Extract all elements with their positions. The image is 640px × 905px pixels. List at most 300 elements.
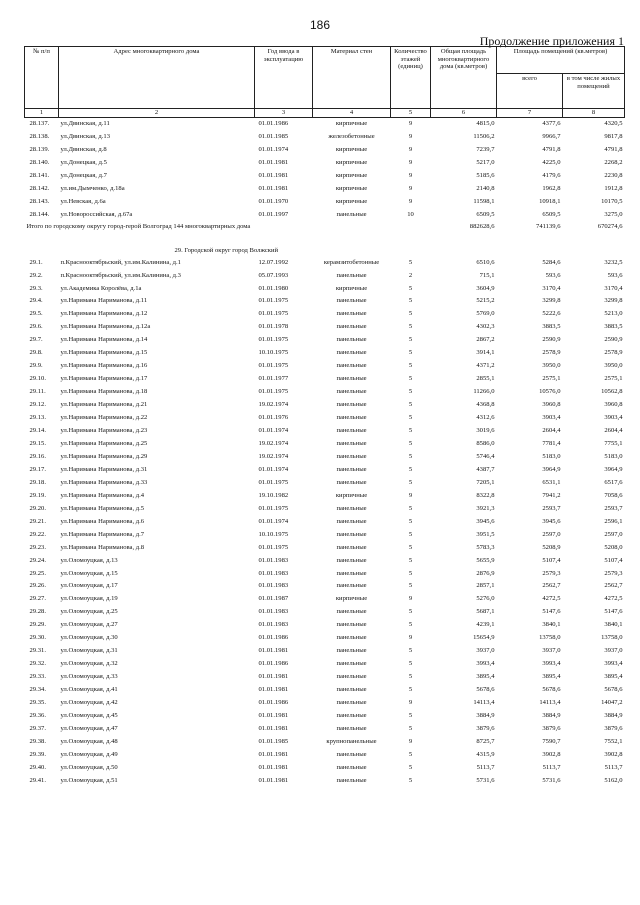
address: ул.Донецкая, д.7 [60,171,107,179]
premises-all: 2593,7 [542,504,561,512]
wall-material: кирпичные [335,197,368,205]
premises-all: 5284,6 [542,258,561,266]
commission-date: 01.01.1977 [258,375,289,383]
row-number: 28.137. [29,120,50,127]
premises-all: 4272,5 [542,595,561,603]
wall-material: панельные [336,556,367,564]
address: ул.Наримана Нариманова, д.5 [60,504,145,512]
row-number: 29.23. [29,543,46,551]
floors: 5 [408,608,413,616]
premises-all: 3895,4 [542,673,561,681]
premises-living: 593,6 [607,271,623,279]
total-area: 2876,9 [476,569,495,577]
floors: 5 [408,750,413,758]
header-premises-living: в том числе жилых помещений [563,74,625,109]
premises-all: 10576,0 [539,388,561,396]
premises-all: 3170,4 [542,284,561,292]
header-address: Адрес многоквартирного дома [59,47,255,109]
wall-material: панельные [336,375,367,383]
commission-date: 01.01.1986 [258,120,289,127]
floors: 5 [408,724,413,732]
table-row [25,555,625,568]
continuation-note: Продолжение приложения 1 [479,34,624,48]
row-number: 29.10. [29,375,46,383]
row-number: 28.144. [29,210,50,218]
address: ул.Оломоуцкая, д.19 [60,595,118,603]
premises-living: 2597,0 [604,530,623,538]
total-area: 3951,5 [476,530,495,538]
floors: 9 [408,145,413,153]
table-row [25,619,625,632]
address: ул.Оломоуцкая, д.49 [60,750,118,758]
row-number: 29.13. [29,414,46,422]
premises-living: 4320,5 [604,120,623,127]
row-number: 29.35. [29,699,46,707]
commission-date: 01.01.1975 [258,504,289,512]
commission-date: 01.01.1986 [258,699,289,707]
floors: 2 [408,271,413,279]
wall-material: кирпичные [335,120,368,127]
premises-living: 5107,4 [604,556,623,564]
total-area: 11506,2 [473,132,495,140]
commission-date: 01.01.1974 [258,427,289,435]
total-area: 2140,8 [476,184,495,192]
floors: 5 [408,582,413,590]
address: ул.Оломоуцкая, д.47 [60,724,118,732]
wall-material: панельные [336,686,367,694]
floors: 9 [408,197,413,205]
premises-living: 3937,0 [604,647,623,655]
table-row [25,503,625,516]
table-row [25,131,625,144]
floors: 5 [408,530,413,538]
total-area: 5769,0 [476,310,495,318]
floors: 5 [408,297,413,305]
table-row [25,593,625,606]
section-row [25,245,625,257]
premises-all: 5731,6 [542,776,561,784]
premises-living: 5162,0 [604,776,623,784]
premises-living: 3299,8 [604,297,623,305]
table-row [25,684,625,697]
row-number: 29.4. [29,297,43,305]
commission-date: 01.01.1981 [258,724,289,732]
row-number: 29.2. [29,271,43,279]
total-area: 7205,1 [476,478,495,486]
wall-material: кирпичные [335,284,368,292]
wall-material: панельные [336,336,367,344]
premises-living: 3960,8 [604,401,623,409]
wall-material: панельные [336,517,367,525]
floors: 9 [408,737,413,745]
row-number: 29.8. [29,349,43,357]
address: ул.Наримана Нариманова, д.21 [60,401,148,409]
wall-material: панельные [336,634,367,642]
address: ул.Наримана Нариманова, д.17 [60,375,148,383]
total-area: 5276,0 [476,595,495,603]
table-row [25,542,625,555]
address: ул.Наримана Нариманова, д.18 [60,388,148,396]
wall-material: панельные [336,439,367,447]
commission-date: 01.01.1975 [258,310,289,318]
premises-living: 2590,9 [604,336,623,344]
floors: 5 [408,465,413,473]
table-header [25,47,625,118]
commission-date: 01.01.1975 [258,336,289,344]
address: ул.Двинская, д.11 [60,120,110,127]
wall-material: панельные [336,271,367,279]
premises-all: 4377,6 [542,120,561,127]
table-row [25,321,625,334]
premises-all: 4225,0 [542,158,561,166]
wall-material: панельные [336,362,367,370]
table-row [25,270,625,283]
premises-living: 2230,8 [604,171,623,179]
rows-volzhsky [25,257,625,788]
commission-date: 01.01.1981 [258,711,289,719]
commission-date: 01.01.1970 [258,197,289,205]
wall-material: панельные [336,724,367,732]
row-number: 29.12. [29,401,46,409]
total-area: 8586,0 [476,439,495,447]
premises-living: 2593,7 [604,504,623,512]
premises-living: 3964,9 [604,465,623,473]
wall-material: панельные [336,608,367,616]
premises-all: 14113,4 [539,699,561,707]
address: ул.Наримана Нариманова, д.15 [60,349,148,357]
commission-date: 01.01.1975 [258,478,289,486]
address: ул.Наримана Нариманова, д.12а [60,323,151,331]
row-number: 28.140. [29,158,50,166]
total-area: 4239,1 [476,621,495,629]
wall-material: панельные [336,621,367,629]
table-row [25,529,625,542]
section-title: 29. Городской округ город Волжский [174,246,279,254]
premises-all: 1962,8 [542,184,561,192]
premises-living: 10170,5 [601,197,623,205]
total-area: 5217,0 [476,158,495,166]
total-area: 3945,6 [476,517,495,525]
premises-living: 3170,4 [604,284,623,292]
address: ул.Наримана Нариманова, д.4 [60,491,145,499]
total-area: 7239,7 [476,145,495,153]
floors: 9 [408,184,413,192]
floors: 5 [408,478,413,486]
premises-living: 3902,8 [604,750,623,758]
premises-all: 10918,1 [539,197,561,205]
address: ул.Оломоуцкая, д.25 [60,608,118,616]
column-number: 4 [313,109,391,118]
commission-date: 01.01.1983 [258,569,289,577]
column-number: 7 [497,109,563,118]
total-area: 2855,1 [476,375,495,383]
row-number: 29.6. [29,323,43,331]
wall-material: панельные [336,582,367,590]
row-number: 29.14. [29,427,46,435]
floors: 5 [408,323,413,331]
floors: 5 [408,673,413,681]
row-number: 29.30. [29,634,46,642]
row-number: 29.29. [29,621,46,629]
total-area: 11266,0 [473,388,495,396]
total-area: 3921,3 [476,504,495,512]
address: ул.Наримана Нариманова, д.23 [60,427,148,435]
address: ул.Оломоуцкая, д.17 [60,582,118,590]
premises-living: 3895,4 [604,673,623,681]
wall-material: кирпичные [335,158,368,166]
table-row [25,490,625,503]
premises-all: 3903,4 [542,414,561,422]
table-row [25,386,625,399]
table-row [25,451,625,464]
floors: 9 [408,634,413,642]
floors: 5 [408,660,413,668]
floors: 5 [408,362,413,370]
premises-living: 2596,1 [604,517,623,525]
floors: 9 [408,491,413,499]
wall-material: панельные [336,452,367,460]
floors: 9 [408,171,413,179]
wall-material: панельные [336,323,367,331]
address: п.Краснооктябрьский, ул.им.Калинина, д.3 [60,271,181,279]
total-area: 4371,2 [476,362,495,370]
apartment-buildings-table [24,46,625,788]
header-floors: Количество этажей (единиц) [391,47,431,109]
wall-material: крупнопанельные [326,737,377,745]
row-number: 29.7. [29,336,43,344]
address: ул.Невская, д.6а [60,197,106,205]
commission-date: 01.01.1986 [258,634,289,642]
floors: 5 [408,621,413,629]
premises-living: 4791,8 [604,145,623,153]
total-row [25,222,625,245]
commission-date: 01.01.1985 [258,737,289,745]
table-row [25,347,625,360]
commission-date: 01.01.1983 [258,621,289,629]
table-row [25,183,625,196]
floors: 5 [408,543,413,551]
premises-all: 3950,0 [542,362,561,370]
row-number: 29.19. [29,491,46,499]
premises-all: 3902,8 [542,750,561,758]
address: ул.Академика Королёва, д.1а [60,284,142,292]
total-label: Итого по городскому округу город-герой Волгоград 144 многоквартирных дома [26,222,251,230]
total-area: 11598,1 [473,197,495,205]
premises-living: 3275,0 [604,210,623,218]
total-area: 5687,1 [476,608,495,616]
floors: 9 [408,595,413,603]
commission-date: 01.01.1981 [258,673,289,681]
premises-living: 2604,4 [604,427,623,435]
wall-material: кирпичные [335,171,368,179]
premises-all: 4179,6 [542,171,561,179]
wall-material: панельные [336,210,367,218]
row-number: 29.22. [29,530,46,538]
premises-living: 3884,9 [604,711,623,719]
commission-date: 01.01.1975 [258,297,289,305]
commission-date: 01.01.1985 [258,132,289,140]
row-number: 29.38. [29,737,46,745]
commission-date: 01.01.1976 [258,414,289,422]
premises-living: 5208,0 [604,543,623,551]
page-number: 186 [309,18,331,32]
address: ул.Наримана Нариманова, д.7 [60,530,145,538]
total-area: 5215,2 [476,297,495,305]
premises-living: 3840,1 [604,621,623,629]
premises-all: 2597,0 [542,530,561,538]
premises-all: 5147,6 [542,608,561,616]
floors: 5 [408,375,413,383]
floors: 5 [408,763,413,771]
floors: 5 [408,310,413,318]
address: ул.Двинская, д.13 [60,132,110,140]
wall-material: панельные [336,699,367,707]
table-row [25,438,625,451]
total-area: 6509,5 [476,210,495,218]
address: ул.Наримана Нариманова, д.8 [60,543,145,551]
commission-date: 01.01.1980 [258,284,289,292]
table-row [25,373,625,386]
premises-living: 7755,1 [604,439,623,447]
row-number: 28.142. [29,184,50,192]
address: ул.Наримана Нариманова, д.6 [60,517,145,525]
premises-all: 6509,5 [542,210,561,218]
wall-material: панельные [336,478,367,486]
row-number: 29.9. [29,362,43,370]
wall-material: панельные [336,414,367,422]
table-row [25,645,625,658]
address: ул.Оломоуцкая, д.27 [60,621,118,629]
table-row [25,360,625,373]
commission-date: 01.01.1981 [258,184,289,192]
table-row [25,697,625,710]
table-row [25,671,625,684]
wall-material: панельные [336,569,367,577]
address: ул.Оломоуцкая, д.15 [60,569,118,577]
table-row [25,257,625,270]
address: ул.им.Дымченко, д.18а [60,184,125,192]
commission-date: 01.01.1981 [258,647,289,655]
floors: 5 [408,686,413,694]
address: ул.Наримана Нариманова, д.31 [60,465,148,473]
premises-all: 3937,0 [542,647,561,655]
premises-living: 3950,0 [604,362,623,370]
column-number: 2 [59,109,255,118]
table-row [25,412,625,425]
premises-all: 5208,9 [542,543,561,551]
total-area: 4387,7 [476,465,495,473]
address: ул.Оломоуцкая, д.51 [60,776,118,784]
premises-all: 5183,0 [542,452,561,460]
row-number: 29.41. [29,776,46,784]
floors: 9 [408,699,413,707]
premises-all: 3299,8 [542,297,561,305]
total-area: 4312,6 [476,414,495,422]
address: ул.Оломоуцкая, д.32 [60,660,118,668]
premises-living: 1912,8 [604,184,623,192]
address: ул.Оломоуцкая, д.30 [60,634,118,642]
row-number: 29.26. [29,582,46,590]
column-number: 3 [255,109,313,118]
premises-all: 13758,0 [539,634,561,642]
address: ул.Новороссийская, д.67а [60,210,133,218]
address: ул.Оломоуцкая, д.33 [60,673,118,681]
header-premises-area: Площадь помещений (кв.метров) [497,47,625,74]
commission-date: 10.10.1975 [258,530,289,538]
row-number: 29.39. [29,750,46,758]
wall-material: панельные [336,349,367,357]
table-row [25,568,625,581]
table-row [25,762,625,775]
wall-material: панельные [336,763,367,771]
floors: 5 [408,711,413,719]
table-row [25,723,625,736]
row-number: 29.32. [29,660,46,668]
total-area: 5113,7 [476,763,495,771]
row-number: 29.28. [29,608,46,616]
total-living-value: 670274,6 [597,222,623,230]
premises-living: 6517,6 [604,478,623,486]
header-year: Год ввода в эксплуатацию [255,47,313,109]
total-area: 14113,4 [473,699,495,707]
row-number: 29.1. [29,258,43,266]
row-number: 29.16. [29,452,46,460]
floors: 5 [408,556,413,564]
premises-living: 3903,4 [604,414,623,422]
floors: 5 [408,439,413,447]
total-area: 4815,0 [476,120,495,127]
table-row [25,170,625,183]
premises-all: 3879,6 [542,724,561,732]
address: ул.Наримана Нариманова, д.16 [60,362,148,370]
row-number: 28.143. [29,197,50,205]
total-area: 3604,9 [476,284,495,292]
commission-date: 01.01.1974 [258,517,289,525]
premises-all: 593,6 [545,271,561,279]
commission-date: 19.02.1974 [258,401,289,409]
commission-date: 01.01.1975 [258,543,289,551]
table-row [25,749,625,762]
row-number: 29.11. [29,388,46,396]
premises-all: 5113,7 [542,763,561,771]
column-number: 5 [391,109,431,118]
total-area-value: 882628,6 [469,222,495,230]
premises-living: 7058,6 [604,491,623,499]
wall-material: кирпичные [335,184,368,192]
wall-material: панельные [336,660,367,668]
commission-date: 19.10.1982 [258,491,289,499]
total-area: 3914,1 [476,349,495,357]
floors: 9 [408,132,413,140]
premises-living: 5147,6 [604,608,623,616]
premises-all: 2562,7 [542,582,561,590]
premises-living: 3993,4 [604,660,623,668]
premises-all: 4791,8 [542,145,561,153]
premises-living: 10562,8 [601,388,623,396]
table-row [25,580,625,593]
address: ул.Оломоуцкая, д.42 [60,699,118,707]
premises-all: 3964,9 [542,465,561,473]
total-area: 5655,9 [476,556,495,564]
commission-date: 19.02.1974 [258,439,289,447]
row-number: 29.27. [29,595,46,603]
premises-all: 2575,1 [542,375,561,383]
total-area: 8725,7 [476,737,495,745]
premises-all: 3945,6 [542,517,561,525]
commission-date: 01.01.1983 [258,608,289,616]
floors: 5 [408,504,413,512]
table-row [25,425,625,438]
